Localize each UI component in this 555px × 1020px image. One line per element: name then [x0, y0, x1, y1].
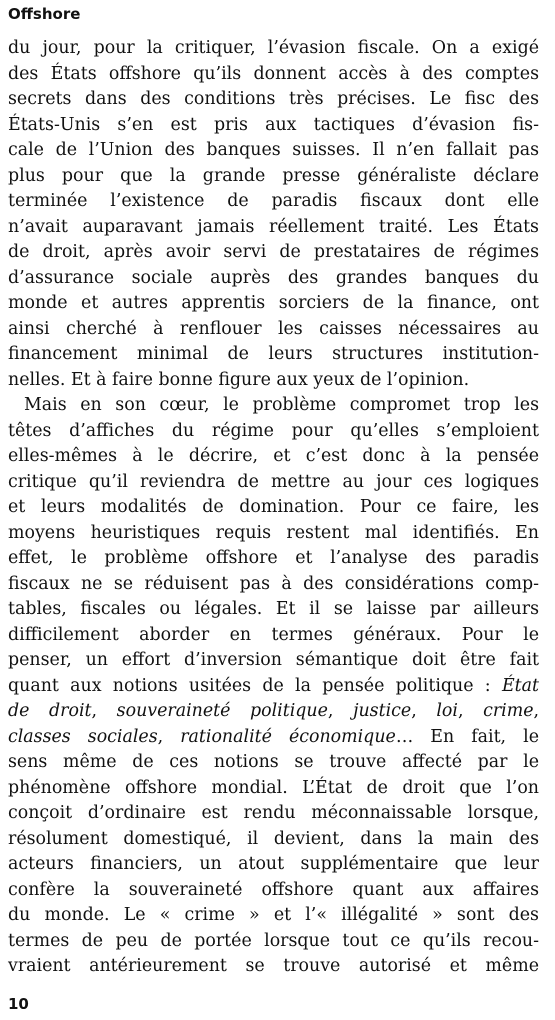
text-line: effet, le problème offshore et l’analyse des paradis [8, 548, 539, 568]
italic-term: souveraineté politique [116, 701, 328, 721]
text-line: du monde. Le « crime » et l’« illégalité » sont des [8, 905, 539, 925]
text-run: , [533, 701, 540, 721]
text-line: vraient antérieurement se trouve autorisé et même [8, 956, 539, 976]
italic-term: classes sociales [8, 726, 158, 747]
italic-term: de droit [8, 701, 92, 721]
text-line: termes de peu de portée lorsque tout ce qu’ils recou- [8, 930, 539, 951]
text-run: quant aux notions usitées de la pensée politique : [8, 675, 491, 696]
text-run: , [457, 701, 484, 721]
text-line: n’avait auparavant jamais réellement traité. Les États [8, 216, 539, 237]
text-line: plus pour que la grande presse généraliste déclare [8, 165, 539, 186]
text-line: têtes d’affiches du régime pour qu’elles s’emploient [8, 420, 539, 441]
text-line: penser, un effort d’inversion sémantique doit être fait [8, 650, 539, 670]
text-line: moyens heuristiques requis restent mal identifiés. En [8, 522, 539, 543]
text-line: de droit, après avoir servi de prestataires de régimes [8, 242, 539, 262]
running-head: Offshore [8, 5, 81, 23]
text-line: phénomène offshore mondial. L’État de droit que l’on [8, 777, 539, 798]
text-line: et leurs modalités de domination. Pour ce faire, les [8, 497, 539, 517]
italic-term: État [501, 675, 539, 696]
text-line [8, 699, 539, 725]
text-line: Mais en son cœur, le problème compromet trop les [24, 395, 539, 415]
text-line: d’assurance sociale auprès des grandes banques du [8, 267, 539, 288]
italic-term: rationalité économique [180, 726, 396, 747]
italic-term: loi [436, 701, 458, 721]
text-line: fiscaux ne se réduisent pas à des considérations comp- [8, 573, 539, 594]
text-line [8, 725, 539, 751]
text-line: résolument domestiqué, il devient, dans la main des [8, 828, 539, 849]
text-run: , [411, 701, 437, 721]
text-run: , [91, 701, 117, 721]
text-line: ainsi cherché à renflouer les caisses nécessaires au [8, 318, 539, 339]
text-line: confère la souveraineté offshore quant aux affaires [8, 879, 539, 900]
text-run: , [157, 726, 181, 747]
text-line: cale de l’Union des banques suisses. Il n’en fallait pas [8, 140, 539, 160]
text-line: secrets dans des conditions très précises. Le fisc des [8, 89, 539, 109]
text-run: , [327, 701, 354, 721]
italic-term: justice [353, 701, 412, 721]
text-line: difficilement aborder en termes généraux. Pour le [8, 624, 539, 645]
page-number: 10 [8, 995, 29, 1013]
text-line: acteurs financiers, un atout supplémentaire que leur [8, 854, 539, 874]
text-line: tables, fiscales ou légales. Et il se laisse par ailleurs [8, 599, 539, 619]
text-line: financement minimal de leurs structures institution- [8, 344, 539, 364]
text-line: conçoit d’ordinaire est rendu méconnaissable lorsque, [8, 803, 539, 823]
text-line: sens même de ces notions se trouve affecté par le [8, 752, 539, 772]
text-run: … En fait, le [395, 726, 539, 747]
italic-term: crime [483, 701, 534, 721]
body-text [8, 36, 539, 980]
text-line: États-Unis s’en est pris aux tactiques d’évasion fis- [8, 114, 539, 135]
text-line [8, 674, 539, 700]
text-line: des États offshore qu’ils donnent accès à des comptes [8, 63, 539, 84]
text-line: du jour, pour la critiquer, l’évasion fiscale. On a exigé [8, 38, 539, 58]
text-line: critique qu’il reviendra de mettre au jour ces logiques [8, 471, 539, 492]
text-line: elles-mêmes à le décrire, et c’est donc à la pensée [8, 446, 539, 466]
text-line: monde et autres apprentis sorciers de la finance, ont [8, 293, 539, 313]
text-line: terminée l’existence de paradis fiscaux dont elle [8, 191, 539, 211]
text-line: nelles. Et à faire bonne figure aux yeux de l’opinion. [8, 369, 470, 390]
